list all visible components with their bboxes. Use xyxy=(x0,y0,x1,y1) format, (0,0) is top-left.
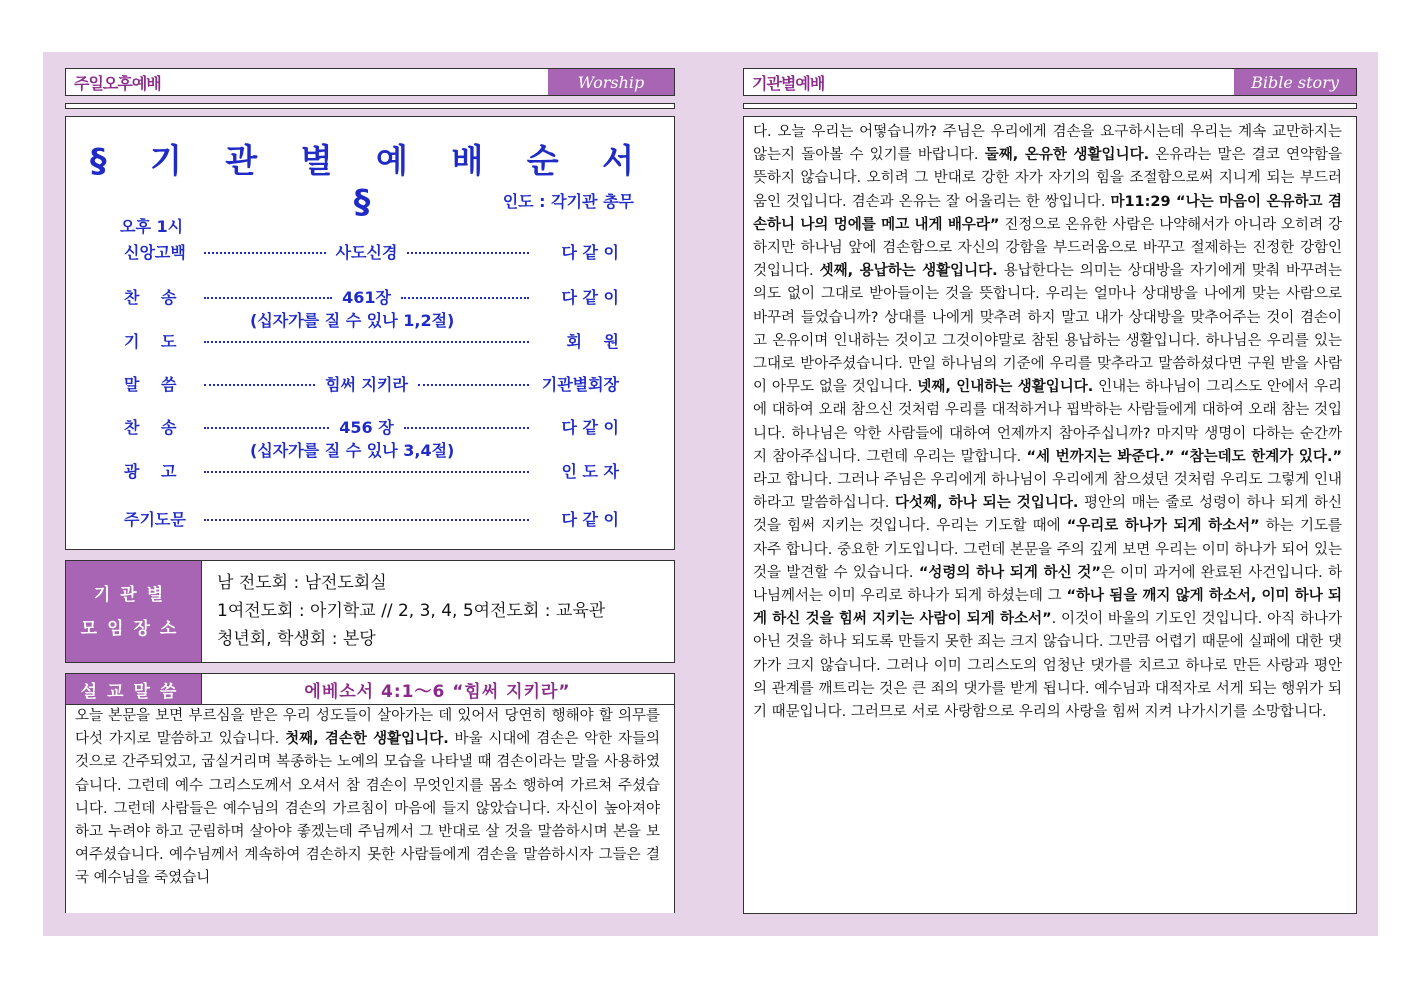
meeting-label-line: 모임장소 xyxy=(80,618,187,639)
emphasis-text: 셋째, 용납하는 생활입니다. xyxy=(819,263,998,280)
order-row xyxy=(124,507,619,529)
sermon-label: 설교말씀 xyxy=(66,674,202,704)
leader-dots xyxy=(407,252,529,254)
leader-dots xyxy=(404,427,529,429)
order-item-person: 회 원 xyxy=(566,331,619,351)
worship-order-box xyxy=(65,116,675,550)
order-item-content: 461장 xyxy=(342,287,391,307)
sermon-header xyxy=(66,674,674,705)
body-text: 인내는 하나님이 그리스도 안에서 우리에 대하여 오래 참으신 것처럼 우리를 대적하거나 핍박하는 사람들에게 대하여 오래 참는 것입니다. 하나님은 악한 사람들에 대하여 언제까지 참아주십니까? 마지막 생명이 다하는 순간까지 참아주십니다. 그런데 우리는 말합니다. xyxy=(753,379,1342,465)
order-item-person: 다 같 이 xyxy=(561,242,620,262)
worship-leader: 인도 : 각기관 총무 xyxy=(502,192,634,211)
sermon-text xyxy=(75,705,660,891)
body-text: 진정으로 온유한 사람은 나약해서가 아니라 오히려 강하지만 하나님 앞에 겸손함으로 자신의 강함을 부드러움으로 바꾸고 절제하는 진정한 강함인것입니다. xyxy=(753,216,1342,280)
emphasis-text: 첫째, 겸손한 생활입니다. xyxy=(285,731,449,748)
body-text: 오늘 본문을 보면 부르심을 받은 우리 성도들이 살아가는 데 있어서 당연히 행해야 할 의무를 다섯 가지로 말씀하고 있습니다. xyxy=(75,708,660,748)
order-item-person: 인 도 자 xyxy=(561,461,619,481)
right-header-bar xyxy=(743,68,1357,96)
order-item-content: 456 장 xyxy=(339,417,394,437)
meeting-line: 청년회, 학생회 : 본당 xyxy=(217,629,376,649)
meeting-line: 남 전도회 : 남전도회실 xyxy=(217,573,387,593)
order-item-person: 다 같 이 xyxy=(561,287,620,307)
order-item-person: 다 같 이 xyxy=(561,509,619,529)
order-item-name: 찬 송 xyxy=(124,287,177,307)
order-item-person: 다 같 이 xyxy=(561,417,619,437)
sermon-box xyxy=(65,673,675,913)
emphasis-text: 다섯째, 하나 되는 것입니다. xyxy=(894,495,1079,512)
body-text: 온유라는 말은 결코 연약함을 뜻하지 않습니다. 오히려 그 반대로 강한 자가 자기의 힘을 조절함으로써 지니게 되는 부드러움인 것입니다. 겸손과 온유는 잘 어울리는 한 쌍입니다. xyxy=(753,147,1342,210)
leader-dots xyxy=(204,384,315,386)
order-item-name: 말 씀 xyxy=(124,374,177,394)
meeting-places-box xyxy=(65,560,675,663)
right-header-title: 기관별예배 xyxy=(752,74,825,93)
body-text: 용납한다는 의미는 상대방을 자기에게 맞춰 바꾸려는 의도 없이 그대로 받아들이는 것을 뜻합니다. 우리는 얼마나 상대방을 나에게 맞는 사람으로 바꾸려 들었습니까? 상대를 나에게 맞추려 하지 말고 내가 상대방을 맞추어주는 것이 겸손이고 온유이며 인내하는 것이고 그것이야말로 참된 용납하는 생활입니다. 하나님은 우리를 있는 그대로 받아주셨습니다. 만일 하나님의 기준에 우리를 맞추라고 말씀하셨다면 구원 받을 사람이 아무도 없을 것입니다. xyxy=(753,263,1342,396)
right-header-rule xyxy=(743,103,1357,109)
leader-dots xyxy=(204,252,326,254)
emphasis-text: “하나 됨을 깨지 않게 하소서, 이미 하나 되게 하신 것을 힘써 지키는 사람이 되게 하소서” xyxy=(753,588,1342,628)
leader-dots xyxy=(418,384,529,386)
body-text: 평안의 매는 줄로 성령이 하나 되게 하신 것을 힘써 지키는 것입니다. 우리는 기도할 때에 xyxy=(753,495,1343,535)
emphasis-text: “우리로 하나가 되게 하소서” xyxy=(1066,518,1260,535)
left-header-bar xyxy=(65,68,675,96)
order-item-content: 힘써 지키라 xyxy=(325,374,408,394)
order-row xyxy=(124,372,619,394)
order-item-content: 사도신경 xyxy=(335,242,398,262)
order-row xyxy=(124,240,619,262)
bible-story-box xyxy=(743,116,1357,914)
order-item-name: 광 고 xyxy=(124,461,177,481)
body-text: 라고 합니다. 그러나 주님은 우리에게 하나님이 우리에게 참으셨던 것처럼 우리도 그렇게 인내하라고 말씀하십니다. xyxy=(753,472,1342,512)
order-item-name: 신앙고백 xyxy=(124,242,186,262)
hymn-verse-note: (십자가를 질 수 있나 3,4절) xyxy=(250,441,455,460)
bulletin-sheet xyxy=(43,52,1378,936)
right-header-tag: Bible story xyxy=(1234,69,1356,95)
leader-dots xyxy=(204,471,529,473)
emphasis-text: “세 번까지는 봐준다.” “참는데도 한계가 있다.” xyxy=(1026,448,1342,465)
leader-dots xyxy=(204,519,529,521)
worship-time: 오후 1시 xyxy=(120,217,184,236)
meeting-line: 1여전도회 : 아기학교 // 2, 3, 4, 5여전도회 : 교육관 xyxy=(217,601,606,621)
meeting-places-list xyxy=(217,569,605,653)
left-header-tag: Worship xyxy=(548,69,674,95)
leader-dots xyxy=(204,427,329,429)
meeting-places-label xyxy=(66,561,202,662)
emphasis-text: 둘째, 온유한 생활입니다. xyxy=(984,147,1150,164)
emphasis-text: 넷째, 인내하는 생활입니다. xyxy=(917,379,1094,396)
left-header-title: 주일오후예배 xyxy=(74,74,161,93)
body-text: 은 이미 과거에 완료된 사건입니다. 하나님께서는 이미 우리로 하나가 되게 하셨는데 그 xyxy=(753,564,1342,605)
hymn-verse-note: (십자가를 질 수 있나 1,2절) xyxy=(250,311,455,330)
bible-story-text xyxy=(753,121,1342,724)
order-row xyxy=(124,329,619,351)
body-text: . 이것이 바울의 기도인 것입니다. 아직 하나가 아닌 것을 하나 되도록 만들지 못한 죄는 크지 않습니다. 그만큼 어렵기 때문에 실패에 대한 댓가가 크지 않습니다. 그러나 이미 그리스도의 엄청난 댓가를 치르고 하나로 만든 사랑과 평안의 관계를 깨트리는 것은 큰 죄의 댓가를 받게 됩니다. 예수님과 대적자로 서게 되는 행위가 되기 때문입니다. 그러므로 서로 사랑함으로 우리의 사랑을 힘써 지켜 나가시기를 소망합니다. xyxy=(753,611,1342,721)
sermon-reference: 에베소서 4:1～6 “힘써 지키라” xyxy=(304,681,571,702)
left-header-rule xyxy=(65,103,675,109)
worship-order-title: § 기 관 별 예 배 순 서 § xyxy=(89,141,651,221)
order-row xyxy=(124,285,619,307)
body-text: 다. 오늘 우리는 어떻습니까? 주님은 우리에게 겸손을 요구하시는데 우리는 계속 교만하지는 않는지 돌아볼 수 있기를 바랍니다. xyxy=(753,124,1342,164)
order-item-name: 기 도 xyxy=(124,331,177,351)
leader-dots xyxy=(204,341,529,343)
order-row xyxy=(124,459,619,481)
leader-dots xyxy=(401,297,529,299)
emphasis-text: “성령의 하나 되게 하신 것” xyxy=(918,564,1101,581)
order-row xyxy=(124,415,619,437)
emphasis-text: 마11:29 “나는 마음이 온유하고 겸손하니 나의 멍에를 메고 내게 배우라” xyxy=(753,193,1342,233)
meeting-label-line: 기관별 xyxy=(93,584,174,605)
order-item-name: 찬 송 xyxy=(124,417,177,437)
order-item-person: 기관별회장 xyxy=(541,374,620,394)
body-text: 바울 시대에 겸손은 악한 자들의 것으로 간주되었고, 굽실거리며 복종하는 노예의 모습을 나타낼 때 겸손이라는 말을 사용하였습니다. 그런데 예수 그리스도께서 오셔서 참 겸손이 무엇인지를 몸소 행하여 가르쳐 주셨습니다. 그런데 사람들은 예수님의 겸손의 가르침이 마음에 들지 않았습니다. 자신이 높아져야 하고 누려야 하고 군림하며 살아야 좋겠는데 주님께서 그 반대로 살 것을 말씀하시며 본을 보여주셨습니다. 예수님께서 계속하여 겸손하지 못한 사람들에게 겸손을 말씀하시자 그들은 결국 예수님을 죽였습니 xyxy=(75,731,661,887)
leader-dots xyxy=(204,297,332,299)
order-item-name: 주기도문 xyxy=(124,509,186,529)
body-text: 하는 기도를 자주 합니다. 중요한 기도입니다. 그런데 본문을 주의 깊게 보면 우리는 이미 하나가 되어 있는 것을 발견할 수 있습니다. xyxy=(753,518,1342,581)
